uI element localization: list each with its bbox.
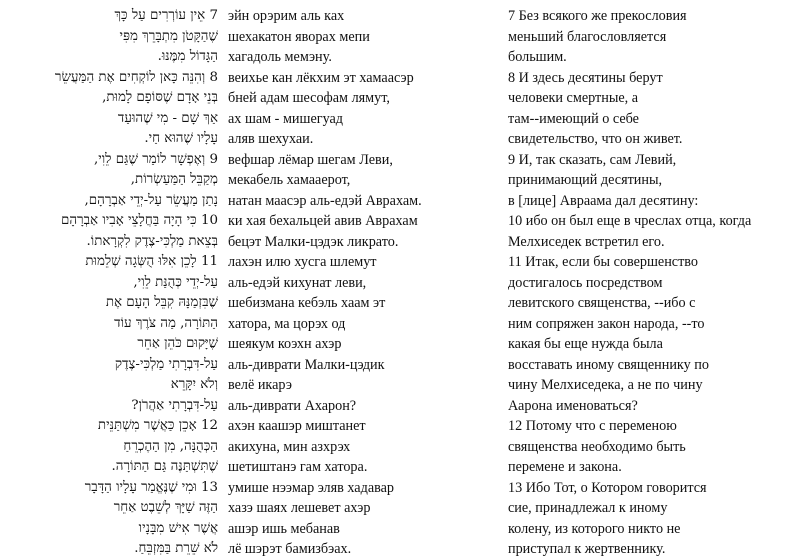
transliteration-line: веихье кан лёкхим эт хамаасэр	[228, 69, 414, 86]
hebrew-line: שֶׁתִּשְׁתַּנֶּה גַּם הַתּוֹרָה.	[111, 459, 218, 474]
transliteration-line: лахэн илю хусга шлемут	[228, 254, 377, 270]
transliteration-line: вефшар лёмар шегам Леви,	[228, 151, 393, 168]
russian-line: 12 Потому что с переменою	[508, 418, 677, 434]
hebrew-line: הַגָּדוֹל מִמֶּנּוּ.	[157, 49, 218, 64]
transliteration-line: аль-едэй кихунат леви,	[228, 274, 367, 291]
russian-line: большим.	[508, 49, 567, 65]
hebrew-line: הַתּוֹרָה, מַה צֹּרֶךְ עוֹד	[114, 315, 218, 331]
hebrew-line: 11 לָכֵן אִלּוּ הֻשְּׂגָה שְׁלֵמוּת	[85, 254, 218, 269]
hebrew-line: נָתַן מַעֲשֵׂר עַל-יְדֵי אַבְרָהָם,	[84, 192, 218, 208]
transliteration-line: велё икарэ	[228, 377, 292, 393]
russian-line: 10 ибо он был еще в чреслах отца, когда	[508, 213, 752, 229]
hebrew-line: 9 וְאֶפְשָׁר לוֹמַר שֶׁגַּם לֵוִי,	[93, 151, 218, 167]
transliteration-line: ах шам - мишегуад	[228, 110, 343, 127]
hebrew-line: עַל-דִּבְרָתִי מַלְכִּי-צֶדֶק	[114, 356, 218, 372]
russian-line: свидетельство, что он живет.	[508, 131, 683, 147]
hebrew-line: עַל-יְדֵי כְּהֻנַּת לֵוִי,	[133, 274, 218, 290]
hebrew-line: אַךְ שָׁם - מִי שֶׁהוּעַד	[117, 110, 218, 126]
transliteration-line: аль-диврати Ахарон?	[228, 397, 357, 414]
hebrew-line: בְּנֵי אָדָם שֶׁסּוֹפָם לָמוּת,	[102, 90, 218, 105]
russian-text-column	[508, 6, 798, 560]
russian-line: священства необходимо быть	[508, 438, 686, 455]
hebrew-line: עָלָיו שֶׁהוּא חַי.	[144, 131, 218, 146]
russian-line: 9 И, так сказать, сам Левий,	[508, 151, 677, 168]
hebrew-line: 13 וּמִי שֶׁנֶּאֱמַר עָלָיו הַדָּבָר	[84, 479, 218, 495]
transliteration-line: аль-диврати Малки-цэдик	[228, 356, 385, 373]
transliteration-line: акихуна, мин азхрэх	[228, 438, 351, 455]
hebrew-text-column	[6, 6, 218, 560]
hebrew-line: 10 כִּי הָיָה בַּחֲלָצֵי אָבִיו אַבְרָהָם	[60, 213, 218, 228]
transliteration-line: хатора, ма цорэх од	[228, 315, 346, 332]
hebrew-line: 12 אָכֵן כַּאֲשֶׁר מִשְׁתַּנֵּית	[97, 418, 218, 433]
transliteration-line: шехакатон явораx мепи	[228, 28, 370, 45]
transliteration-line: шебизмана кебэль хаам эт	[228, 295, 386, 311]
russian-line: человеки смертные, а	[508, 90, 639, 106]
transliteration-line: бней адам шесофам лямут,	[228, 90, 390, 106]
transliteration-text-column	[228, 6, 488, 560]
russian-line: 11 Итак, если бы совершенство	[508, 254, 698, 270]
russian-line: достигалось посредством	[508, 274, 663, 291]
transliteration-line: мекабель хамааерот,	[228, 172, 351, 188]
hebrew-line: לֹא שֵׁרֵת בַּמִּזְבֵּחַ.	[134, 541, 218, 556]
hebrew-line: שֶׁהַקָּטֹן מִתְבָּרֵךְ מִפִּי	[119, 28, 218, 44]
transliteration-line: умише нээмар эляв хадавар	[228, 479, 395, 496]
transliteration-line: ашэр ишь мебанав	[228, 520, 340, 537]
russian-line: там--имеющий о себе	[508, 110, 639, 127]
hebrew-line: בְּצֵאת מַלְכִּי-צֶדֶק לִקְרָאתוֹ.	[86, 233, 218, 249]
hebrew-line: שֶׁיָּקוּם כֹּהֵן אַחֵר	[137, 336, 218, 351]
transliteration-line: шеякум коэхн ахэр	[228, 336, 342, 352]
russian-line: восставать иному священнику по	[508, 356, 709, 373]
russian-line: чину Мелхиседека, а не по чину	[508, 377, 703, 393]
russian-line: Мелхиседек встретил его.	[508, 233, 665, 250]
transliteration-line: натан маасэр аль-едэй Аврахам.	[228, 192, 422, 209]
russian-line: какая бы еще нужда была	[508, 336, 663, 352]
russian-line: принимающий десятины,	[508, 172, 663, 188]
transliteration-line: аляв шехухаи.	[228, 131, 314, 147]
transliteration-line: ахэн каашэр миштанет	[228, 418, 366, 434]
russian-line: 8 И здесь десятины берут	[508, 69, 663, 86]
transliteration-line: лё шэрэт бамизбэах.	[228, 541, 352, 557]
hebrew-line: הַכְּהֻנָּה, מִן הַהֶכְרֵחַ	[123, 438, 218, 454]
transliteration-line: ки хая бехальцей авив Аврахам	[228, 213, 418, 229]
russian-line: левитского священства, --ибо с	[508, 295, 696, 311]
russian-line: 13 Ибо Тот, о Котором говорится	[508, 479, 707, 496]
russian-line: сие, принадлежал к иному	[508, 500, 668, 516]
hebrew-line: אֲשֶׁר אִישׁ מִבָּנָיו	[138, 520, 218, 536]
transliteration-line: хагадоль мемэну.	[228, 49, 332, 65]
transliteration-line: бецэт Малки-цэдэк ликрато.	[228, 233, 399, 250]
russian-line: в [лице] Авраама дал десятину:	[508, 192, 699, 209]
transliteration-line: эйн орэрим аль ках	[228, 8, 345, 24]
russian-line: колену, из которого никто не	[508, 520, 681, 537]
hebrew-line: מְקַבֵּל הַמַּעַשְׂרוֹת,	[130, 172, 218, 187]
russian-line: перемене и закона.	[508, 459, 622, 475]
hebrew-line: שֶׁבִּזְמַנָּהּ קִבֵּל הָעָם אֶת	[105, 295, 218, 310]
russian-line: Аарона именоваться?	[508, 397, 638, 414]
hebrew-line: וְלֹא יִקָּרֵא	[170, 377, 218, 392]
russian-line: ним сопряжен закон народа, --то	[508, 315, 705, 332]
russian-line: приступал к жертвеннику.	[508, 541, 666, 557]
russian-line: 7 Без всякого же прекословия	[508, 8, 687, 24]
transliteration-line: хазэ шаях лешевет ахэр	[228, 500, 371, 516]
hebrew-line: 7 אֵין עוֹרְרִים עַל כָּךְ	[114, 8, 218, 23]
hebrew-line: עַל-דִּבְרָתִי אַהֲרֹן?	[131, 397, 218, 413]
transliteration-line: шетиштанэ гам хатора.	[228, 459, 368, 475]
hebrew-line: 8 וְהִנֵּה כָּאן לוֹקְחִים אֶת הַמַּעֲשֵׂר	[54, 69, 218, 85]
russian-line: меньший благословляется	[508, 28, 667, 45]
hebrew-line: הַזֶּה שַׁיָּךְ לְשֵׁבֶט אַחֵר	[113, 500, 218, 515]
